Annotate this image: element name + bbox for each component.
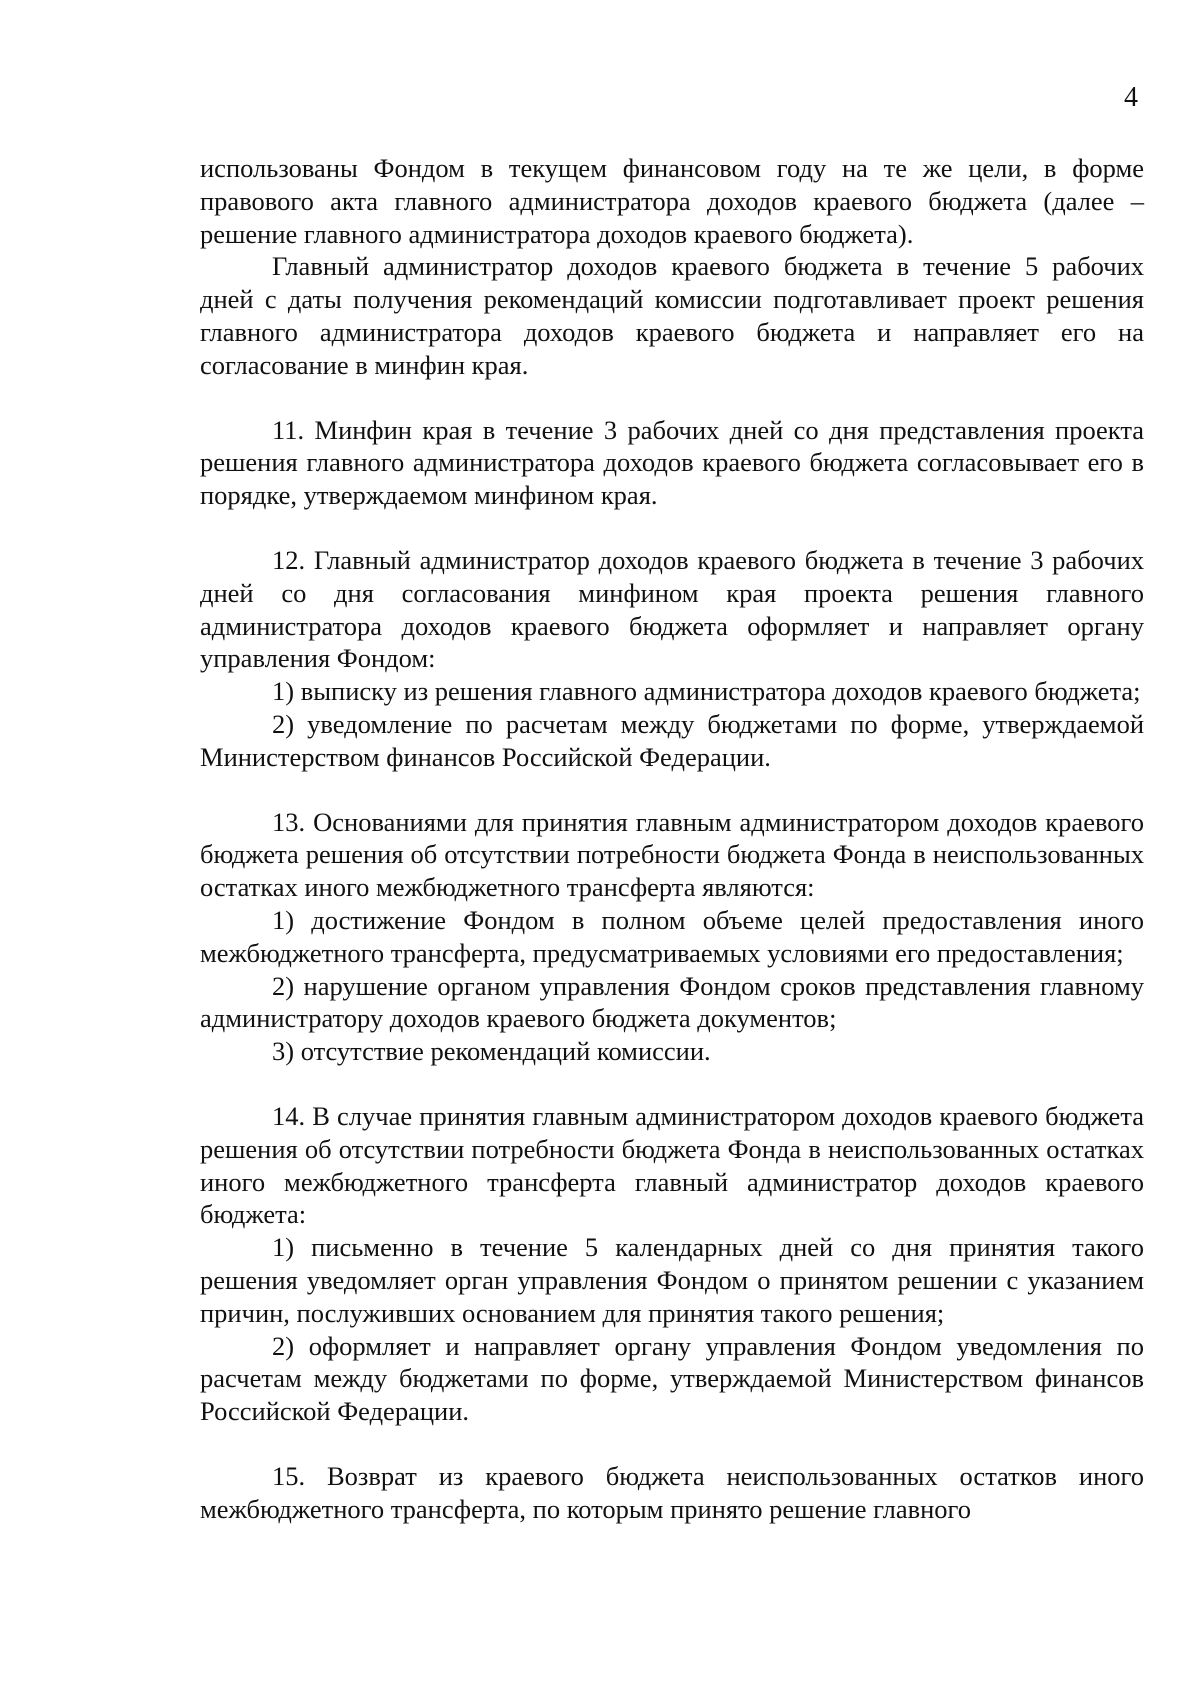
paragraph-continuation: использованы Фондом в текущем финансовом году на те же цели, в форме правового акта главного администратора доходов краевого бюджета (далее – решение главного администратора доходов краевого бюджета). [200,153,1144,249]
paragraph: Главный администратор доходов краевого бюджета в течение 5 рабочих дней с даты получения рекомендаций комиссии подготавливает проект решения главного администратора доходов краевого бюджета и направляет его на согласование в минфин края. [200,251,1144,380]
paragraph-clause-13: 13. Основаниями для принятия главным администратором доходов краевого бюджета решения об отсутствии потребности бюджета Фонда в неиспользованных остатках иного межбюджетного трансферта являются: [200,806,1144,903]
paragraph-clause-14: 14. В случае принятия главным администратором доходов краевого бюджета решения об отсутствии потребности бюджета Фонда в неиспользованных остатках иного межбюджетного трансферта главный администратор доходов краевого бюджета: [200,1100,1144,1230]
document-body [200,152,1144,1525]
list-item: 1) письменно в течение 5 календарных дней со дня принятия такого решения уведомляет орган управления Фондом о принятом решении с указанием причин, послуживших основанием для принятия такого решения; [200,1232,1144,1328]
list-item: 1) достижение Фондом в полном объеме целей предоставления иного межбюджетного трансферта, предусматриваемых условиями его предоставления; [200,904,1144,968]
list-item: 3) отсутствие рекомендаций комиссии. [272,1036,711,1067]
list-item: 1) выписку из решения главного администратора доходов краевого бюджета; [272,676,1141,707]
page-number: 4 [1124,82,1138,113]
list-item: 2) нарушение органом управления Фондом сроков представления главному администратору доходов краевого бюджета документов; [200,970,1144,1034]
list-item: 2) уведомление по расчетам между бюджетами по форме, утверждаемой Министерством финансов Российской Федерации. [200,708,1144,772]
paragraph-clause-15: 15. Возврат из краевого бюджета неиспользованных остатков иного межбюджетного трансферта, по которым принято решение главного [200,1460,1144,1524]
paragraph-clause-11: 11. Минфин края в течение 3 рабочих дней со дня представления проекта решения главного администратора доходов краевого бюджета согласовывает его в порядке, утверждаемом минфином края. [200,414,1144,511]
list-item: 2) оформляет и направляет органу управления Фондом уведомления по расчетам между бюджетами по форме, утверждаемой Министерством финансов Российской Федерации. [200,1330,1144,1427]
paragraph-clause-12: 12. Главный администратор доходов краевого бюджета в течение 3 рабочих дней со дня согласования минфином края проекта решения главного администратора доходов краевого бюджета оформляет и направляет органу управления Фондом: [200,544,1144,674]
